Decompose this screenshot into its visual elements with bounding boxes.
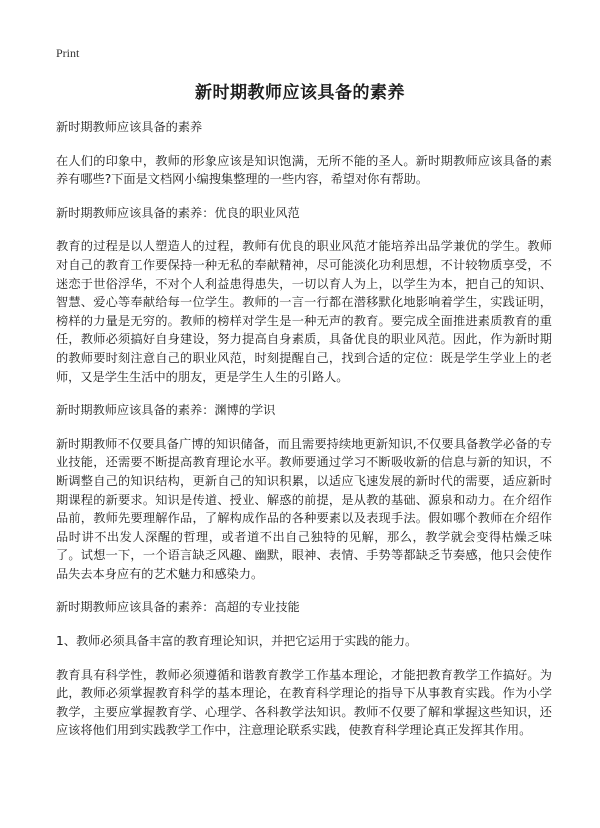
section-paragraph-professional-conduct: 教育的过程是以人塑造人的过程，教师有优良的职业风范才能培养出品学兼优的学生。教师对自己的教育工作要保持一种无私的奉献精神，尽可能淡化功利思想，不计较物质享受，不迷恋于世俗浮华，不对个人利益患得患失，一切以育人为上，以学生为本，把自己的知识、智慧、爱心等奉献给每一位学生。教师的一言一行都在潜移默化地影响着学生，实践证明，榜样的力量是无穷的。教师的榜样对学生是一种无声的教育。要完成全面推进素质教育的重任，教师必须搞好自身建设，努力提高自身素质，具备优良的职业风范。因此，作为新时期的教师要时刻注意自己的职业风范，时刻提醒自己，找到合适的定位：既是学生学业上的老师，又是学生生活中的朋友，更是学生人生的引路人。 (56, 239, 552, 384)
section-paragraph-broad-knowledge: 新时期教师不仅要具备广博的知识储备，而且需要持续地更新知识,不仅要具备教学必备的专业技能，还需要不断提高教育理论水平。教师要通过学习不断吸收新的信息与新的知识，不断调整自己的知识结构，更新自己的知识积累，以适应飞速发展的新时代的需要，适应新时期课程的新要求。知识是传道、授业、解惑的前提，是从教的基础、源泉和动力。在介绍作品前，教师先要理解作品，了解构成作品的各种要素以及表现手法。假如哪个教师在介绍作品时讲不出发人深醒的哲理，或者道不出自己独特的见解，那么，教学就会变得枯燥乏味了。试想一下，一个语言缺乏风趣、幽默，眼神、表情、手势等都缺乏节奏感，他只会使作品失去本身应有的艺术魅力和感染力。 (56, 436, 552, 581)
section-heading-professional-conduct: 新时期教师应该具备的素养：优良的职业风范 (56, 205, 300, 220)
section-heading-professional-skills: 新时期教师应该具备的素养：高超的专业技能 (56, 600, 300, 615)
section-point-1: 1、教师必须具备丰富的教育理论知识，并把它运用于实践的能力。 (56, 634, 418, 649)
intro-paragraph: 在人们的印象中，教师的形象应该是知识饱满，无所不能的圣人。新时期教师应该具备的素养有哪些?下面是文档网小编搜集整理的一些内容，希望对你有帮助。 (56, 153, 552, 187)
document-title: 新时期教师应该具备的素养 (195, 83, 405, 103)
section-paragraph-professional-skills: 教育具有科学性，教师必须遵循和谐教育教学工作基本理论，才能把教育教学工作搞好。为此，教师必须掌握教育科学的基本理论，在教育科学理论的指导下从事教育实践。作为小学教学，主要应掌握教育学、心理学、各科教学法知识。教师不仅要了解和掌握这些知识，还应该将他们用到实践教学工作中，注意理论联系实践，使教育科学理论真正发挥其作用。 (56, 667, 552, 738)
section-heading-broad-knowledge: 新时期教师应该具备的素养：渊博的学识 (56, 403, 276, 418)
print-link[interactable]: Print (56, 46, 80, 60)
subtitle: 新时期教师应该具备的素养 (56, 120, 203, 134)
document-body (56, 118, 552, 755)
